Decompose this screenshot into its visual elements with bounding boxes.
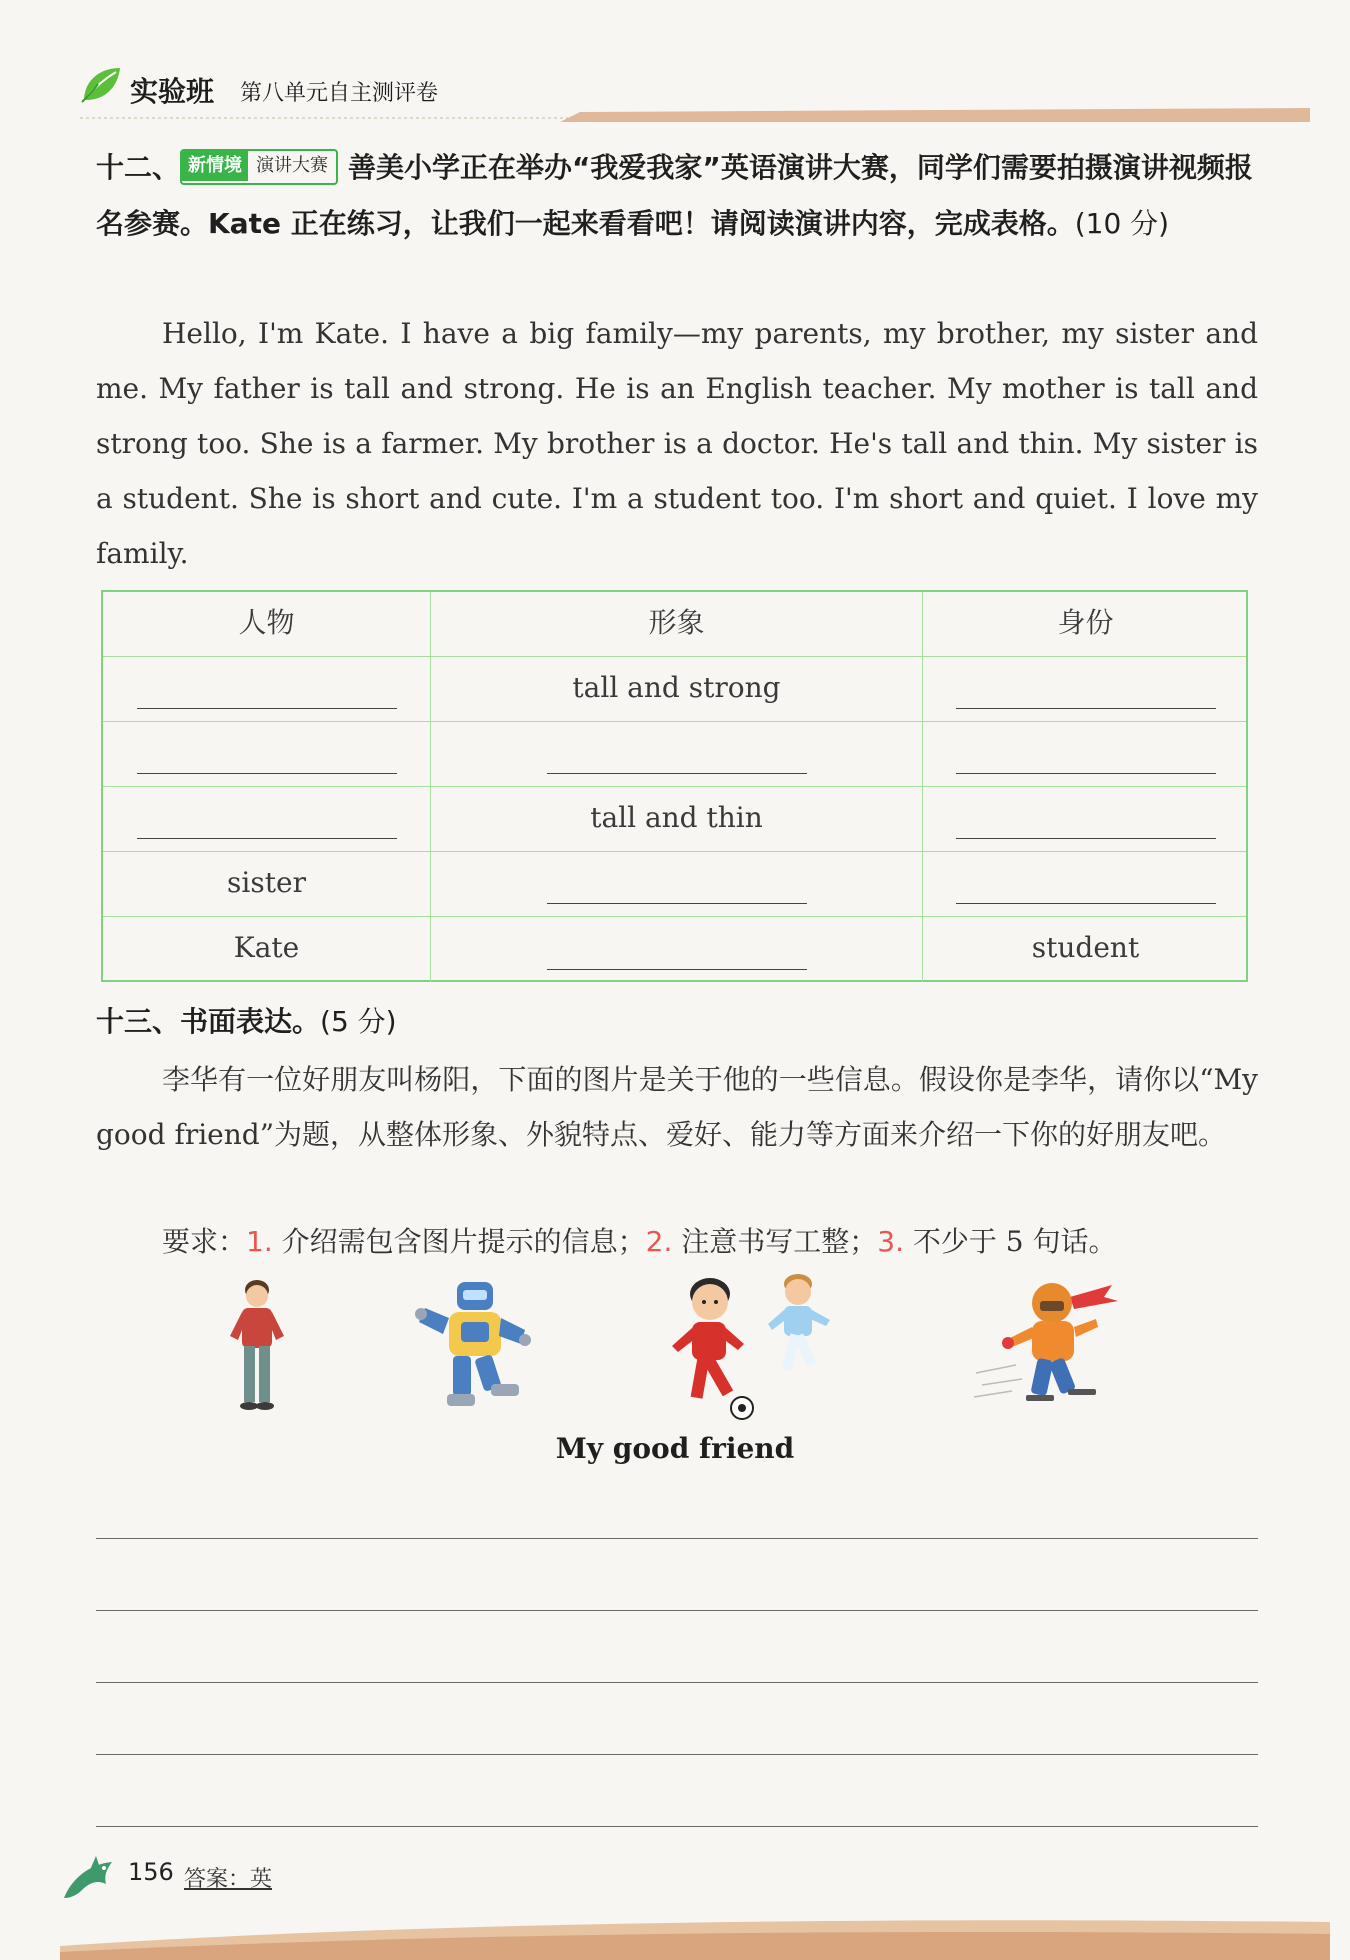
table-row [103, 722, 1246, 787]
req-text: 介绍需包含图片提示的信息； [272, 1225, 646, 1258]
table-cell: tall and thin [431, 787, 923, 851]
tag-main: 新情境 [182, 151, 248, 181]
table-cell: tall and strong [431, 657, 923, 721]
reading-passage [96, 306, 1258, 581]
writing-line[interactable] [96, 1538, 1258, 1539]
answer-blank[interactable] [137, 838, 397, 839]
writing-line[interactable] [96, 1754, 1258, 1755]
req-number: 3. [877, 1225, 904, 1258]
dolphin-icon [60, 1850, 120, 1910]
passage-text: Hello, I'm Kate. I have a big family—my parents, my brother, my sister and me. My father is tall and strong. He is an English teacher. My mother is tall and strong too. She is a farmer. My brother is a doctor. He's tall and thin. My sister is a student. She is short and cute. I'm a student too. I'm short and quiet. I love my family. [96, 317, 1258, 570]
answer-blank[interactable] [137, 773, 397, 774]
robot-icon [415, 1278, 535, 1413]
unit-title: 第八单元自主测评卷 [240, 81, 439, 106]
answer-table [101, 590, 1248, 982]
answer-blank[interactable] [547, 903, 807, 904]
table-cell [431, 722, 923, 786]
answer-blank[interactable] [956, 708, 1216, 709]
writing-prompt: 李华有一位好朋友叫杨阳，下面的图片是关于他的一些信息。假设你是李华，请你以“My good friend”为题，从整体形象、外貌特点、爱好、能力等方面来介绍一下你的好朋友吧。 [96, 1063, 1258, 1151]
header-cell: 形象 [431, 592, 923, 656]
page-footer [60, 1850, 1330, 1960]
scenario-tag [180, 149, 338, 185]
question-number: 十三、 [96, 1005, 181, 1038]
table-cell [431, 917, 923, 982]
essay-title: My good friend [555, 1432, 795, 1465]
table-header-row [103, 592, 1246, 657]
question-13-title [96, 1002, 397, 1042]
question-13-body [96, 1052, 1258, 1162]
writing-line[interactable] [96, 1682, 1258, 1683]
table-cell [923, 787, 1248, 851]
score-label: (5 分) [320, 1005, 397, 1038]
header-divider [80, 108, 1310, 122]
table-cell [923, 722, 1248, 786]
table-row [103, 917, 1246, 982]
table-cell [103, 722, 431, 786]
table-row [103, 657, 1246, 722]
tag-sub: 演讲大赛 [256, 155, 329, 176]
table-cell [103, 787, 431, 851]
writing-line[interactable] [96, 1826, 1258, 1827]
footer-wave [60, 1906, 1330, 1960]
req-label: 要求： [162, 1225, 247, 1258]
table-cell: student [1031, 931, 1140, 964]
table-cell [923, 852, 1248, 916]
req-number: 2. [645, 1225, 673, 1258]
table-cell [431, 852, 923, 916]
boy-standing-icon [222, 1276, 292, 1416]
instruction-text: 善美小学正在举办“我爱我家”英语演讲大赛，同学们需要拍摄演讲视频报名参赛。Kate 正在练习，让我们一起来看看吧！请阅读演讲内容，完成表格。 [96, 151, 1253, 240]
page-number: 156 [128, 1858, 174, 1886]
table-cell [923, 657, 1248, 721]
header-cell: 人物 [103, 592, 431, 656]
table-cell [103, 657, 431, 721]
answer-blank[interactable] [956, 903, 1216, 904]
table-cell: sister [103, 852, 431, 916]
question-12-instruction [96, 140, 1256, 252]
answer-blank[interactable] [547, 969, 807, 970]
table-row [103, 787, 1246, 852]
req-number: 1. [246, 1225, 273, 1258]
req-text: 注意书写工整； [672, 1225, 878, 1258]
header-cell: 身份 [1057, 606, 1114, 639]
table-row [103, 852, 1246, 917]
req-text: 不少于 5 句话。 [903, 1225, 1117, 1258]
table-cell: Kate [103, 917, 431, 982]
answer-label: 答案：英 [184, 1867, 273, 1892]
score-label: (10 分) [1074, 207, 1170, 240]
football-players-icon [658, 1272, 843, 1422]
answer-blank[interactable] [137, 708, 397, 709]
question-number: 十二、 [96, 151, 181, 184]
page-header [80, 60, 1310, 120]
requirements [162, 1220, 1117, 1264]
brand-name: 实验班 [130, 75, 215, 108]
leaf-logo-icon [80, 64, 124, 104]
answer-blank[interactable] [956, 838, 1216, 839]
answer-blank[interactable] [956, 773, 1216, 774]
answer-blank[interactable] [547, 773, 807, 774]
question-title: 书面表达。 [180, 1005, 321, 1038]
writing-line[interactable] [96, 1610, 1258, 1611]
skater-icon [972, 1275, 1122, 1415]
